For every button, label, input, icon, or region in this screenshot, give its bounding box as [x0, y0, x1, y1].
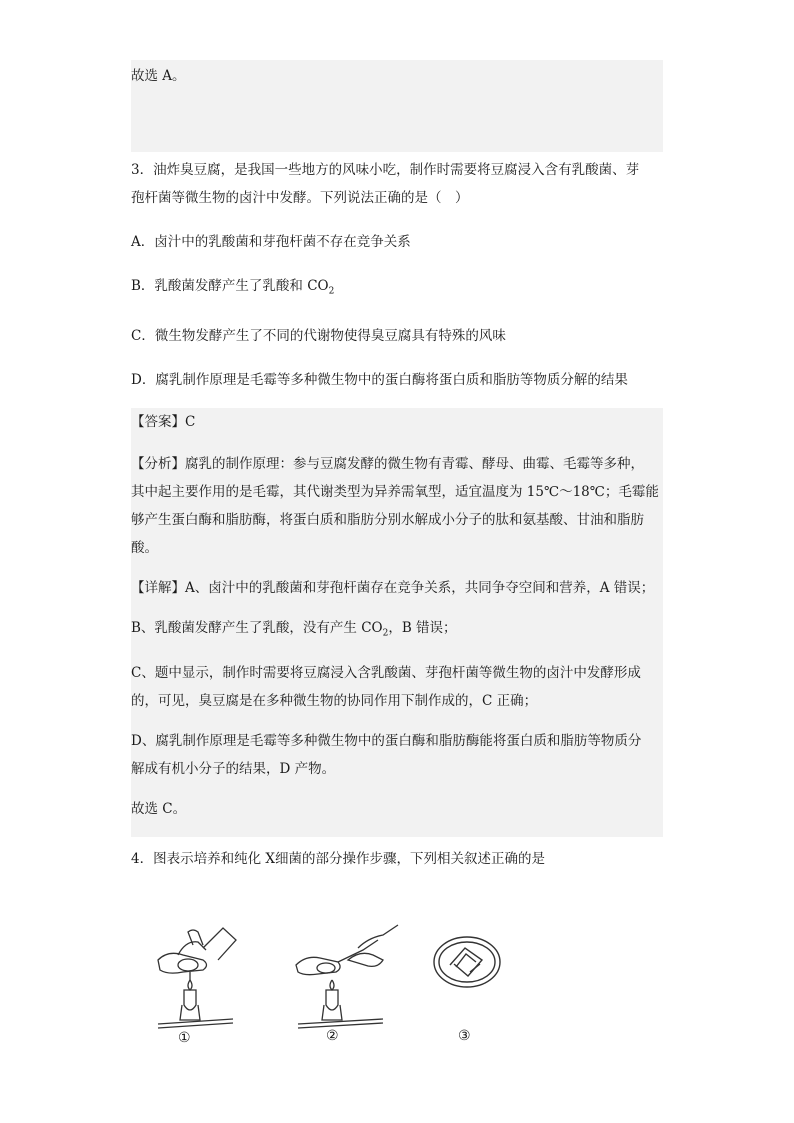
q3-option-c: C．微生物发酵产生了不同的代谢物使得臭豆腐具有特殊的风味 — [131, 327, 506, 344]
q3-detail-c-line2: 的，可见，臭豆腐是在多种微生物的协同作用下制作成的，C 正确； — [131, 693, 538, 710]
q4-stem: 4．图表示培养和纯化 X细菌的部分操作步骤，下列相关叙述正确的是 — [131, 851, 545, 868]
figure-2-drawing — [288, 920, 418, 1035]
q3-detail-d-line1: D、腐乳制作原理是毛霉等多种微生物中的蛋白酶和脂肪酶能将蛋白质和脂肪等物质分 — [131, 733, 642, 750]
figure-label-2: ② — [326, 1028, 339, 1044]
q3-detail-b-pre: B、乳酸菌发酵产生了乳酸，没有产生 CO — [131, 619, 383, 636]
q3-analysis-line4: 酸。 — [131, 539, 158, 556]
q3-option-b-text: B．乳酸菌发酵产生了乳酸和 CO — [131, 278, 329, 294]
q3-detail-c-line1: C、题中显示，制作时需要将豆腐浸入含乳酸菌、芽孢杆菌等微生物的卤汁中发酵形成 — [131, 665, 641, 682]
q3-detail-a: 【详解】A、卤汁中的乳酸菌和芽孢杆菌存在竞争关系，共同争夺空间和营养，A 错误； — [131, 579, 655, 596]
q3-detail-b-post: ，B 错误； — [388, 619, 457, 636]
q3-stem-line2: 孢杆菌等微生物的卤汁中发酵。下列说法正确的是（ ） — [131, 190, 469, 206]
document-page — [131, 60, 663, 873]
q3-solution-block — [131, 408, 663, 838]
figure-3-petri-dish — [430, 920, 505, 1000]
q3-detail-b — [131, 614, 663, 648]
q3-answer: 【答案】C — [131, 413, 196, 430]
q3-option-d: D．腐乳制作原理是毛霉等多种微生物中的蛋白酶将蛋白质和脂肪等物质分解的结果 — [131, 371, 628, 388]
q3-analysis-line2: 其中起主要作用的是毛霉，其代谢类型为异养需氧型，适宜温度为 15℃～18℃；毛霉能 — [131, 483, 659, 500]
q3-option-b-sub: 2 — [328, 286, 335, 297]
q3-conclusion: 故选 C。 — [131, 801, 187, 818]
q3-detail-b-sub: 2 — [382, 628, 389, 639]
q4-figure — [140, 920, 540, 1050]
figure-1-drawing — [148, 920, 268, 1035]
q3-option-b — [131, 272, 663, 306]
q2-conclusion-block — [131, 60, 663, 152]
q3-option-a: A．卤汁中的乳酸菌和芽孢杆菌不存在竞争关系 — [131, 234, 411, 250]
q3-stem-line1: 3．油炸臭豆腐，是我国一些地方的风味小吃，制作时需要将豆腐浸入含有乳酸菌、芽 — [131, 162, 640, 178]
figure-label-3: ③ — [458, 1028, 471, 1044]
q3-detail-d-line2: 解成有机小分子的结果，D 产物。 — [131, 761, 336, 778]
q3-analysis-line3: 够产生蛋白酶和脂肪酶，将蛋白质和脂肪分别水解成小分子的肽和氨基酸、甘油和脂肪 — [131, 511, 644, 528]
q2-conclusion: 故选 A。 — [131, 68, 186, 84]
figure-label-1: ① — [178, 1030, 191, 1046]
q3-analysis-line1: 【分析】腐乳的制作原理：参与豆腐发酵的微生物有青霉、酵母、曲霉、毛霉等多种， — [131, 455, 644, 472]
